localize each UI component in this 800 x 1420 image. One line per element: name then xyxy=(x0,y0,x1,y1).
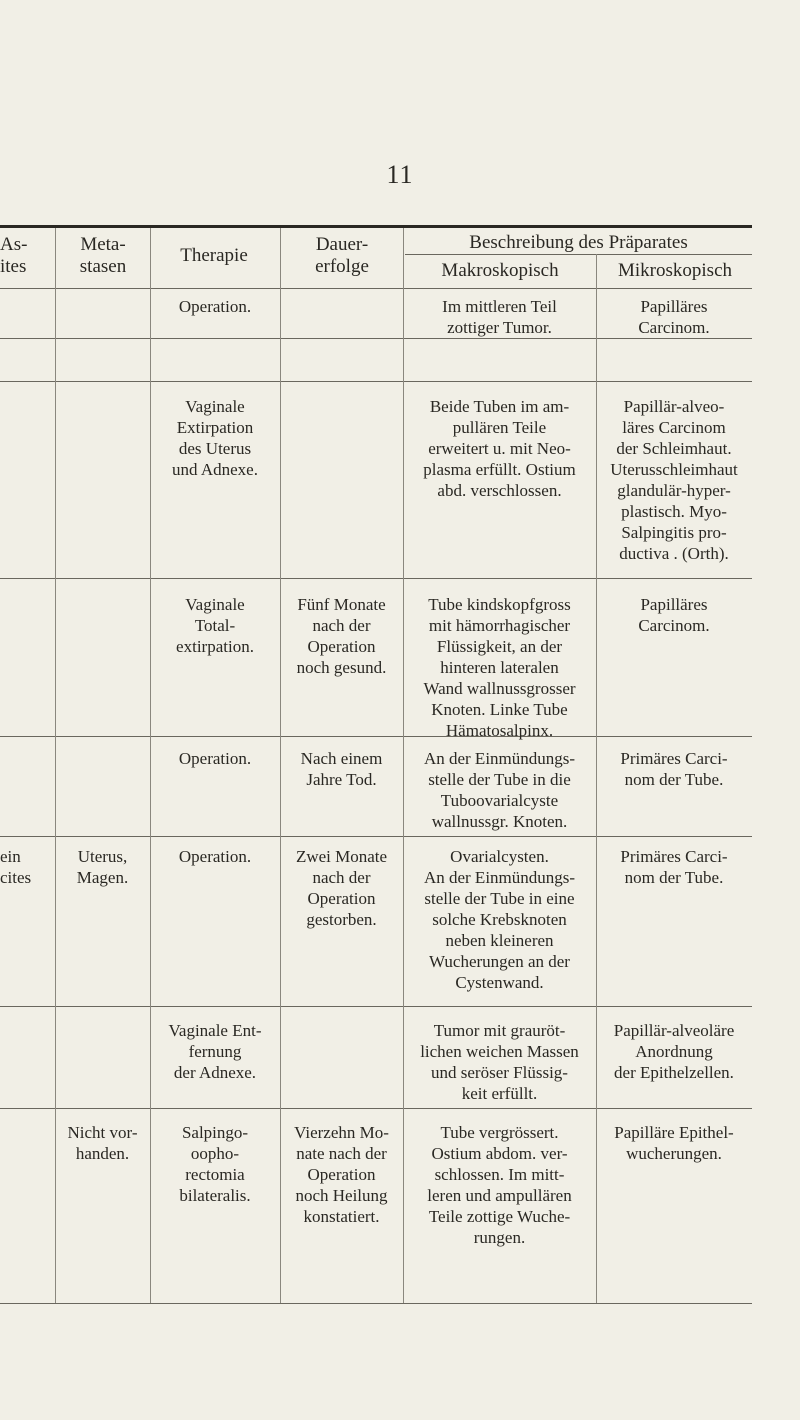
cell-makroskopisch: Ovarialcysten. An der Einmündungs- stelle der Tube in eine solche Krebsknoten neben kleineren Wucherungen an der Cystenwand. xyxy=(423,847,576,992)
page-number: 11 xyxy=(386,160,414,189)
row-divider xyxy=(0,381,752,382)
cell-mikroskopisch: Papilläres Carcinom. xyxy=(638,297,710,337)
cell-dauererfolge: Fünf Monate nach der Operation noch gesund. xyxy=(296,595,387,677)
cell-therapie: Operation. xyxy=(178,847,252,866)
row-divider xyxy=(0,1006,752,1007)
cell-makroskopisch: Tumor mit grauröt- lichen weichen Massen und seröser Flüssig- keit erfüllt. xyxy=(420,1021,579,1103)
cell-therapie: Salpingo- oopho- rectomia bilateralis. xyxy=(179,1123,251,1205)
row-divider xyxy=(0,1108,752,1109)
header-ascites: As- ites xyxy=(0,234,28,277)
row-divider xyxy=(0,338,752,339)
row-divider xyxy=(0,288,752,289)
table-top-rule xyxy=(0,225,752,228)
cell-mikroskopisch: Primäres Carci- nom der Tube. xyxy=(620,847,728,887)
row-divider xyxy=(0,1303,752,1304)
cell-therapie: Operation. xyxy=(178,749,252,768)
cell-therapie: Operation. xyxy=(178,297,252,316)
cell-mikroskopisch: Papillär-alveoläre Anordnung der Epithelzellen. xyxy=(613,1021,735,1082)
cell-therapie: Vaginale Ent- fernung der Adnexe. xyxy=(168,1021,262,1082)
header-mikroskopisch: Mikroskopisch xyxy=(618,260,732,281)
cell-mikroskopisch: Papilläre Epithel- wucherungen. xyxy=(614,1123,734,1163)
header-metastasen: Meta- stasen xyxy=(79,234,127,277)
cell-metastasen: Nicht vor- handen. xyxy=(67,1123,138,1163)
cell-makroskopisch: An der Einmündungs- stelle der Tube in die Tuboovarialcyste wallnussgr. Knoten. xyxy=(423,749,576,831)
cell-ascites: ein cites xyxy=(0,847,32,887)
cell-metastasen: Uterus, Magen. xyxy=(76,847,129,887)
row-divider xyxy=(0,578,752,579)
cell-therapie: Vaginale Extirpation des Uterus und Adnexe. xyxy=(172,397,258,479)
cell-dauererfolge: Vierzehn Mo- nate nach der Operation noch Heilung konstatiert. xyxy=(294,1123,389,1226)
cell-therapie: Vaginale Total- extirpation. xyxy=(176,595,254,656)
cell-mikroskopisch: Papillär-alveo- läres Carcinom der Schleimhaut. Uterusschleimhaut glandulär-hyper- plastisch. Myo- Salpingitis pro- ductiva . (Orth). xyxy=(610,397,738,563)
cell-makroskopisch: Beide Tuben im am- pullären Teile erweitert u. mit Neo- plasma erfüllt. Ostium abd. verschlossen. xyxy=(423,397,576,500)
header-divider xyxy=(405,254,752,255)
cell-makroskopisch: Im mittleren Teil zottiger Tumor. xyxy=(442,297,557,337)
header-dauererfolge: Dauer- erfolge xyxy=(315,234,369,277)
cell-makroskopisch: Tube vergrössert. Ostium abdom. ver- schlossen. Im mitt- leren und ampullären Teile zottige Wuche- rungen. xyxy=(427,1123,572,1247)
header-makroskopisch: Makroskopisch xyxy=(441,260,559,281)
row-divider xyxy=(0,736,752,737)
header-therapie: Therapie xyxy=(180,245,248,266)
cell-mikroskopisch: Primäres Carci- nom der Tube. xyxy=(620,749,728,789)
row-divider xyxy=(0,836,752,837)
cell-dauererfolge: Nach einem Jahre Tod. xyxy=(300,749,383,789)
cell-dauererfolge: Zwei Monate nach der Operation gestorben. xyxy=(295,847,388,929)
header-beschreibung: Beschreibung des Präparates xyxy=(469,232,688,253)
cell-makroskopisch: Tube kindskopfgross mit hämorrhagischer Flüssigkeit, an der hinteren lateralen Wand wallnussgrosser Knoten. Linke Tube Hämatosalpinx. xyxy=(423,595,576,740)
cell-mikroskopisch: Papilläres Carcinom. xyxy=(638,595,710,635)
